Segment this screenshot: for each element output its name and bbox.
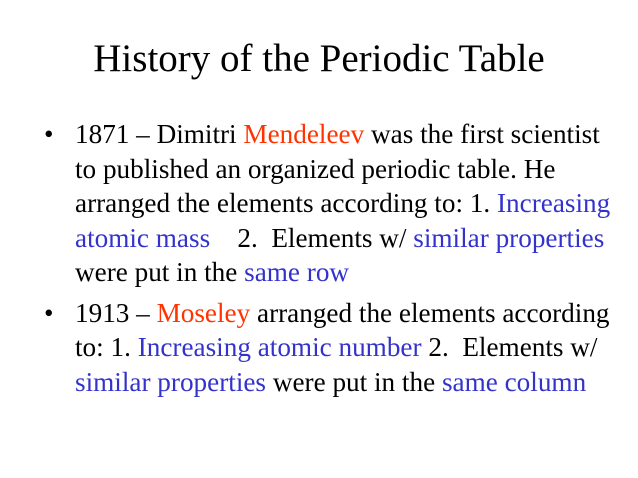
scientist-name: Moseley [156, 297, 251, 328]
highlight-term: Increasing atomic mass [75, 188, 611, 253]
slide-title: History of the Periodic Table [93, 37, 545, 80]
bullet-text: 2. Elements w/ [210, 222, 414, 253]
bullet-text: arranged the elements according to: 1. [75, 297, 610, 362]
bullet-year: 1871 – Dimitri [75, 119, 244, 149]
bullet-text: were put in the [266, 366, 442, 397]
highlight-term: similar properties [413, 222, 605, 253]
bullet-text: were put in the [75, 257, 245, 287]
bullet-marker: • [44, 297, 54, 328]
bullet-year: 1913 – [75, 297, 157, 328]
bullet-text: was the first scientist to published an organized periodic table. He arranged the elements according to: 1. [75, 119, 600, 218]
bullet-text: 2. Elements w/ [421, 332, 605, 362]
highlight-term: same row [244, 257, 350, 287]
bullet-moseley [44, 296, 624, 400]
bullet-marker: • [44, 119, 54, 149]
bullet-list [44, 117, 624, 405]
highlight-term: Increasing atomic number [137, 332, 422, 362]
scientist-name: Mendeleev [243, 119, 365, 149]
highlight-term: similar properties [75, 366, 267, 397]
highlight-term: same column [441, 366, 587, 397]
bullet-mendeleev [44, 117, 624, 290]
